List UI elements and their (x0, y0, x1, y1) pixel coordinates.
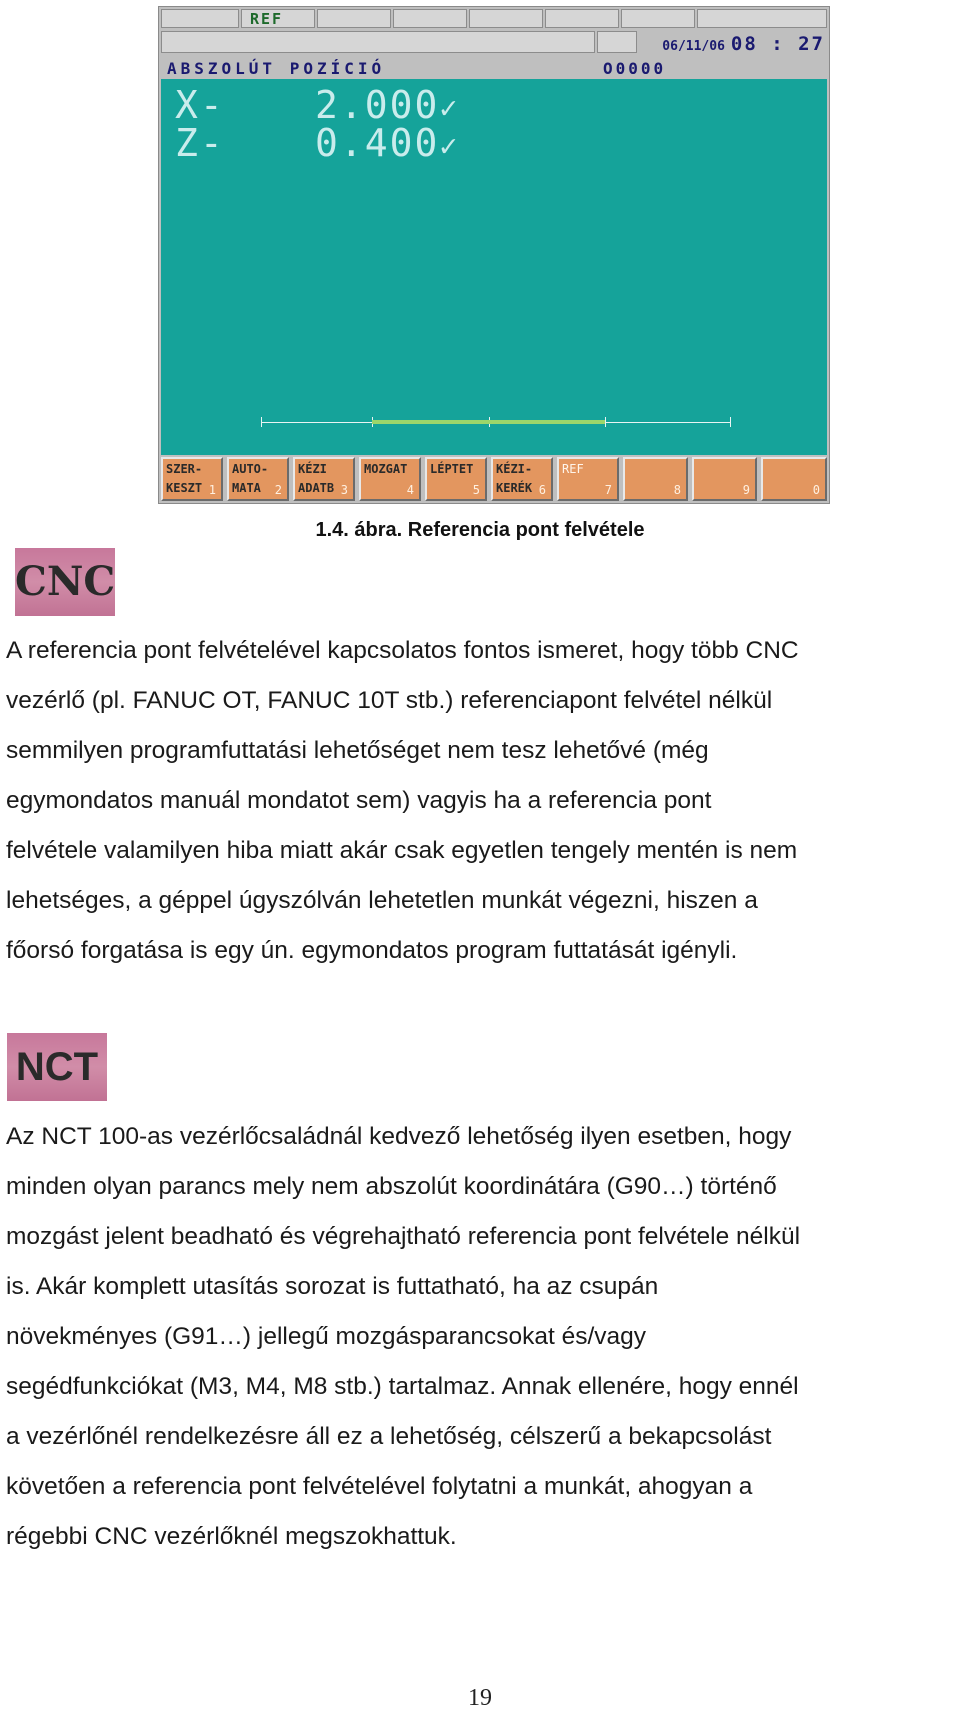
message-cell (597, 31, 637, 53)
status-cell (621, 9, 695, 28)
text-line: felvétele valamilyen hiba miatt akár csak egyetlen tengely mentén is nem (6, 837, 798, 864)
text-line: egymondatos manuál mondatot sem) vagyis ha a referencia pont (6, 787, 712, 814)
time: 08 : 27 (730, 33, 825, 55)
softkey-szerkeszt[interactable] (161, 457, 223, 501)
text-line: semmilyen programfuttatási lehetőséget nem tesz lehetővé (még (6, 737, 709, 764)
softkey-mozgat[interactable] (359, 457, 421, 501)
text-line: segédfunkciókat (M3, M4, M8 stb.) tartalmaz. Annak ellenére, hogy ennél (6, 1373, 799, 1400)
check-icon: ✓ (439, 91, 460, 126)
softkey-leptet[interactable] (425, 457, 487, 501)
scale-tick (730, 417, 731, 427)
softkey-label: MATA (232, 481, 261, 495)
softkey-label: KÉZI- (496, 462, 533, 476)
paragraph-nct (6, 1112, 956, 1562)
softkey-kezi-adatbevitel[interactable] (293, 457, 355, 501)
screen-title: ABSZOLÚT POZÍCIÓ (167, 59, 386, 78)
text-line: mozgást jelent beadható és végrehajtható referencia pont felvétele nélkül (6, 1223, 801, 1250)
softkey-label: LÉPTET (430, 462, 474, 476)
softkey-number: 1 (208, 483, 216, 497)
softkey-9[interactable] (692, 457, 757, 501)
softkey-0[interactable] (761, 457, 827, 501)
axis-label: X- (175, 83, 225, 127)
softkey-number: 5 (472, 483, 480, 497)
scale-highlight (372, 420, 605, 424)
softkey-number: 8 (673, 483, 681, 497)
scale-tick (605, 417, 606, 427)
check-icon: ✓ (439, 129, 460, 164)
softkey-number: 3 (340, 483, 348, 497)
softkey-number: 2 (274, 483, 282, 497)
info-bar (161, 31, 827, 59)
softkey-label: KESZT (166, 481, 203, 495)
softkey-number: 4 (406, 483, 414, 497)
status-cell (697, 9, 827, 28)
text-line: A referencia pont felvételével kapcsolatos fontos ismeret, hogy több CNC (6, 637, 799, 664)
screen-title-line (161, 57, 827, 79)
message-cell (161, 31, 595, 53)
text-line: is. Akár komplett utasítás sorozat is futtatható, ha az csupán (6, 1273, 659, 1300)
axis-value: 2.000 (315, 83, 440, 127)
softkey-label: AUTO- (232, 462, 269, 476)
text-line: minden olyan parancs mely nem abszolút koordinátára (G90…) történő (6, 1173, 777, 1200)
text-line: Az NCT 100-as vezérlőcsaládnál kedvező lehetőség ilyen esetben, hogy (6, 1123, 792, 1150)
status-cell (161, 9, 239, 28)
softkey-kezikerek[interactable] (491, 457, 553, 501)
softkey-label: REF (562, 462, 584, 476)
softkey-8[interactable] (623, 457, 688, 501)
softkey-label: KÉZI (298, 462, 327, 476)
softkey-number: 7 (604, 483, 612, 497)
text-line: a vezérlőnél rendelkezésre áll ez a lehetőség, célszerű a bekapcsolást (6, 1423, 772, 1450)
cnc-badge: CNC (15, 548, 115, 616)
axis-value: 0.400 (315, 121, 440, 165)
axis-row-z (175, 123, 459, 167)
cnc-screen-figure (158, 6, 830, 504)
status-cell (545, 9, 619, 28)
softkey-label: ADATB (298, 481, 335, 495)
softkey-page-indicator (261, 422, 731, 423)
softkey-automata[interactable] (227, 457, 289, 501)
softkey-label: KERÉK (496, 481, 533, 495)
softkey-number: 0 (812, 483, 820, 497)
position-display (161, 79, 827, 455)
softkey-bar (161, 457, 827, 501)
paragraph-cnc (6, 626, 956, 976)
text-line: régebbi CNC vezérlőknél megszokhattuk. (6, 1523, 457, 1550)
page-number: 19 (468, 1685, 492, 1711)
status-cell (317, 9, 391, 28)
status-cell (393, 9, 467, 28)
softkey-label: MOZGAT (364, 462, 408, 476)
figure-caption: 1.4. ábra. Referencia pont felvétele (315, 519, 645, 541)
date-time (662, 33, 825, 55)
softkey-ref[interactable] (557, 457, 619, 501)
program-number: O0000 (603, 59, 667, 78)
text-line: vezérlő (pl. FANUC OT, FANUC 10T stb.) referenciapont felvétel nélkül (6, 687, 773, 714)
text-line: lehetséges, a géppel úgyszólván lehetetlen munkát végezni, hiszen a (6, 887, 758, 914)
axis-label: Z- (175, 121, 225, 165)
scale-tick (261, 417, 262, 427)
status-cell (469, 9, 543, 28)
text-line: követően a referencia pont felvételével folytatni a munkát, ahogyan a (6, 1473, 753, 1500)
softkey-number: 9 (742, 483, 750, 497)
date: 06/11/06 (662, 39, 725, 54)
text-line: növekményes (G91…) jellegű mozgásparancsokat és/vagy (6, 1323, 647, 1350)
softkey-number: 6 (538, 483, 546, 497)
ref-indicator: REF (241, 9, 315, 28)
status-bar (161, 9, 827, 29)
softkey-label: SZER- (166, 462, 203, 476)
text-line: főorsó forgatása is egy ún. egymondatos program futtatását igényli. (6, 937, 738, 964)
nct-badge: NCT (7, 1033, 107, 1101)
